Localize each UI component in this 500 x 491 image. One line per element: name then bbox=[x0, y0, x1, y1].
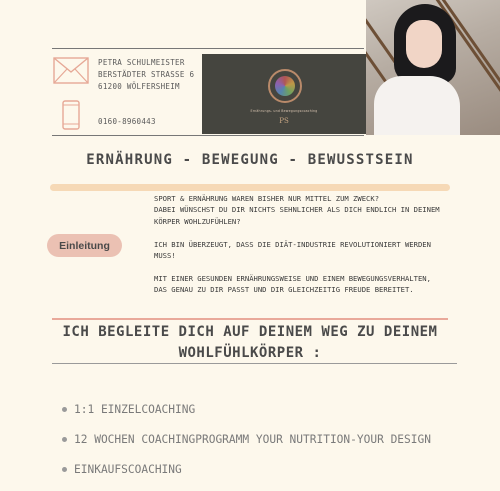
page-title: ERNÄHRUNG - BEWEGUNG - BEWUSSTSEIN bbox=[86, 152, 414, 168]
intro-paragraph-3: MIT EINER GESUNDEN ERNÄHRUNGSWEISE UND EINEM BEWEGUNGSVERHALTEN, DAS GENAU ZU DIR PASST UND DIR GLEICHZEITIG FREUDE BEREITET. bbox=[154, 273, 431, 295]
logo-emblem-icon bbox=[268, 69, 302, 103]
bullet-icon bbox=[62, 467, 67, 472]
portrait-photo bbox=[366, 0, 500, 135]
contact-phone: 0160-8960443 bbox=[98, 117, 156, 126]
mail-icon bbox=[53, 57, 89, 84]
list-item: 1:1 EINZELCOACHING bbox=[62, 394, 431, 424]
list-item: EINKAUFSCOACHING bbox=[62, 454, 431, 484]
section-divider bbox=[52, 318, 448, 320]
contact-name: PETRA SCHULMEISTER bbox=[98, 58, 185, 67]
intro-label-badge: Einleitung bbox=[47, 234, 122, 257]
bullet-icon bbox=[62, 407, 67, 412]
intro-paragraph-1: SPORT & ERNÄHRUNG WAREN BISHER NUR MITTEL ZUM ZWECK? DABEI WÜNSCHST DU DIR NICHTS SEHNLICHER ALS DICH ENDLICH IN DEINEM KÖRPER WOHLZUFÜHLEN? bbox=[154, 194, 440, 226]
contact-address bbox=[98, 57, 194, 93]
title-underline-bar bbox=[50, 184, 450, 191]
services-list bbox=[62, 394, 431, 484]
logo-monogram: PS bbox=[279, 117, 289, 125]
bullet-icon bbox=[62, 437, 67, 442]
intro-text bbox=[154, 193, 454, 296]
list-item: 12 WOCHEN COACHINGPROGRAMM YOUR NUTRITION-YOUR DESIGN bbox=[62, 424, 431, 454]
header-bottom-divider bbox=[52, 135, 364, 136]
contact-city: 61200 WÖLFERSHEIM bbox=[98, 82, 180, 91]
contact-street: BERSTÄDTER STRASSE 6 bbox=[98, 70, 195, 79]
brand-logo bbox=[202, 54, 366, 134]
header-top-divider bbox=[52, 48, 364, 49]
logo-subtitle: Ernährungs- und Bewegungscoaching bbox=[250, 109, 318, 113]
intro-paragraph-2: ICH BIN ÜBERZEUGT, DASS DIE DIÄT-INDUSTRIE REVOLUTIONIERT WERDEN MUSS! bbox=[154, 239, 431, 261]
section-heading: ICH BEGLEITE DICH AUF DEINEM WEG ZU DEINEM WOHLFÜHLKÖRPER : bbox=[62, 324, 438, 361]
section-heading-underline bbox=[52, 363, 457, 364]
phone-icon bbox=[62, 100, 80, 130]
